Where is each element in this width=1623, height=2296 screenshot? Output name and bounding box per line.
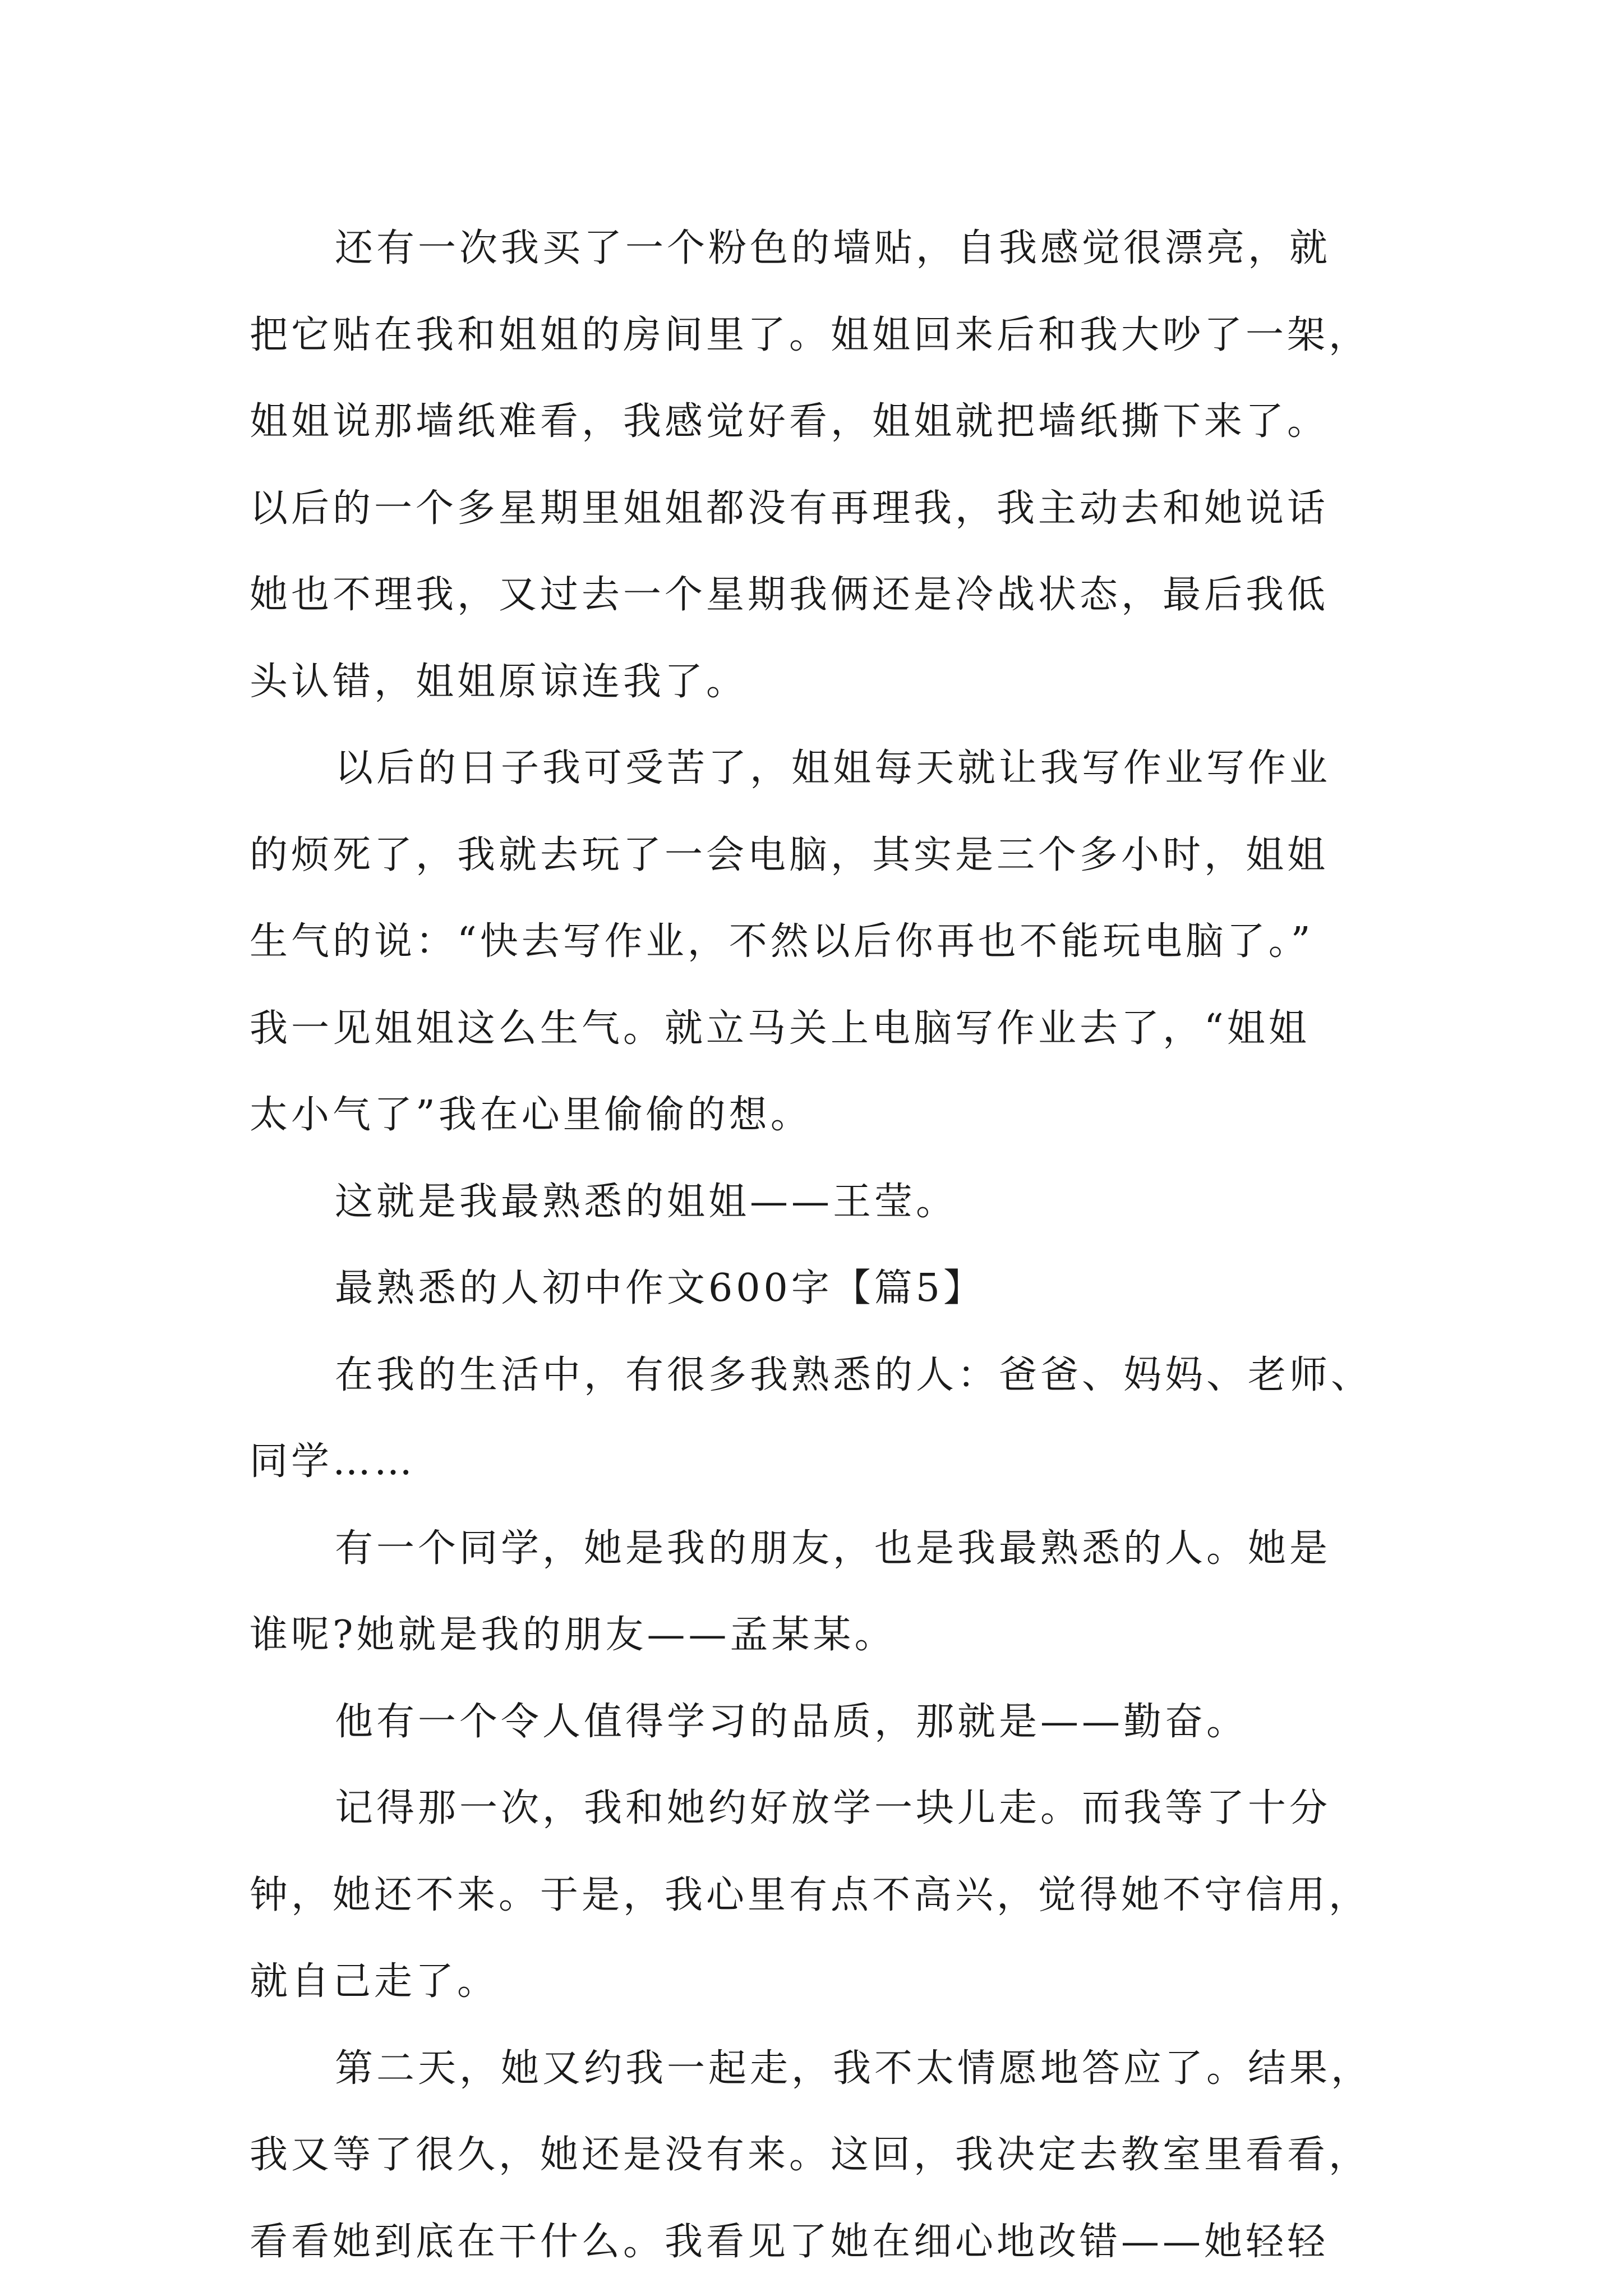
text-line: 在我的生活中，有很多我熟悉的人：爸爸、妈妈、老师、 [335,1352,1373,1397]
text-line: 以后的一个多星期里姐姐都没有再理我，我主动去和她说话 [250,486,1329,531]
text-line: 以后的日子我可受苦了，姐姐每天就让我写作业写作业 [335,746,1331,790]
text-line: 他有一个令人值得学习的品质，那就是——勤奋。 [335,1699,1248,1744]
text-line: 同学…… [250,1439,416,1484]
text-line: 姐姐说那墙纸难看，我感觉好看，姐姐就把墙纸撕下来了。 [250,399,1329,444]
text-line: 她也不理我，又过去一个星期我俩还是冷战状态，最后我低 [250,573,1329,617]
text-line: 还有一次我买了一个粉色的墙贴，自我感觉很漂亮，就 [335,226,1331,270]
text-line: 记得那一次，我和她约好放学一块儿走。而我等了十分 [335,1786,1331,1830]
text-line: 看看她到底在干什么。我看见了她在细心地改错——她轻轻 [250,2219,1329,2264]
text-line: 最熟悉的人初中作文600字【篇5】 [335,1266,985,1310]
text-line: 头认错，姐姐原谅连我了。 [250,659,748,704]
text-line: 我一见姐姐这么生气。就立马关上电脑写作业去了，“姐姐 [250,1006,1310,1051]
text-line: 的烦死了，我就去玩了一会电脑，其实是三个多小时，姐姐 [250,832,1329,877]
text-line: 生气的说：“快去写作业，不然以后你再也不能玩电脑了。” [250,919,1314,964]
text-line: 这就是我最熟悉的姐姐——王莹。 [335,1179,958,1224]
text-line: 谁呢?她就是我的朋友——孟某某。 [250,1613,896,1657]
text-line: 有一个同学，她是我的朋友，也是我最熟悉的人。她是 [335,1526,1331,1571]
text-line: 第二天，她又约我一起走，我不太情愿地答应了。结果， [335,2046,1373,2091]
text-line: 太小气了”我在心里偷偷的想。 [250,1093,812,1137]
text-line: 钟，她还不来。于是，我心里有点不高兴，觉得她不守信用， [250,1872,1371,1917]
text-line: 就自己走了。 [250,1959,499,2004]
document-body [250,205,1427,2285]
text-line: 我又等了很久，她还是没有来。这回，我决定去教室里看看， [250,2133,1371,2177]
text-line: 把它贴在我和姐姐的房间里了。姐姐回来后和我大吵了一架， [250,312,1371,357]
